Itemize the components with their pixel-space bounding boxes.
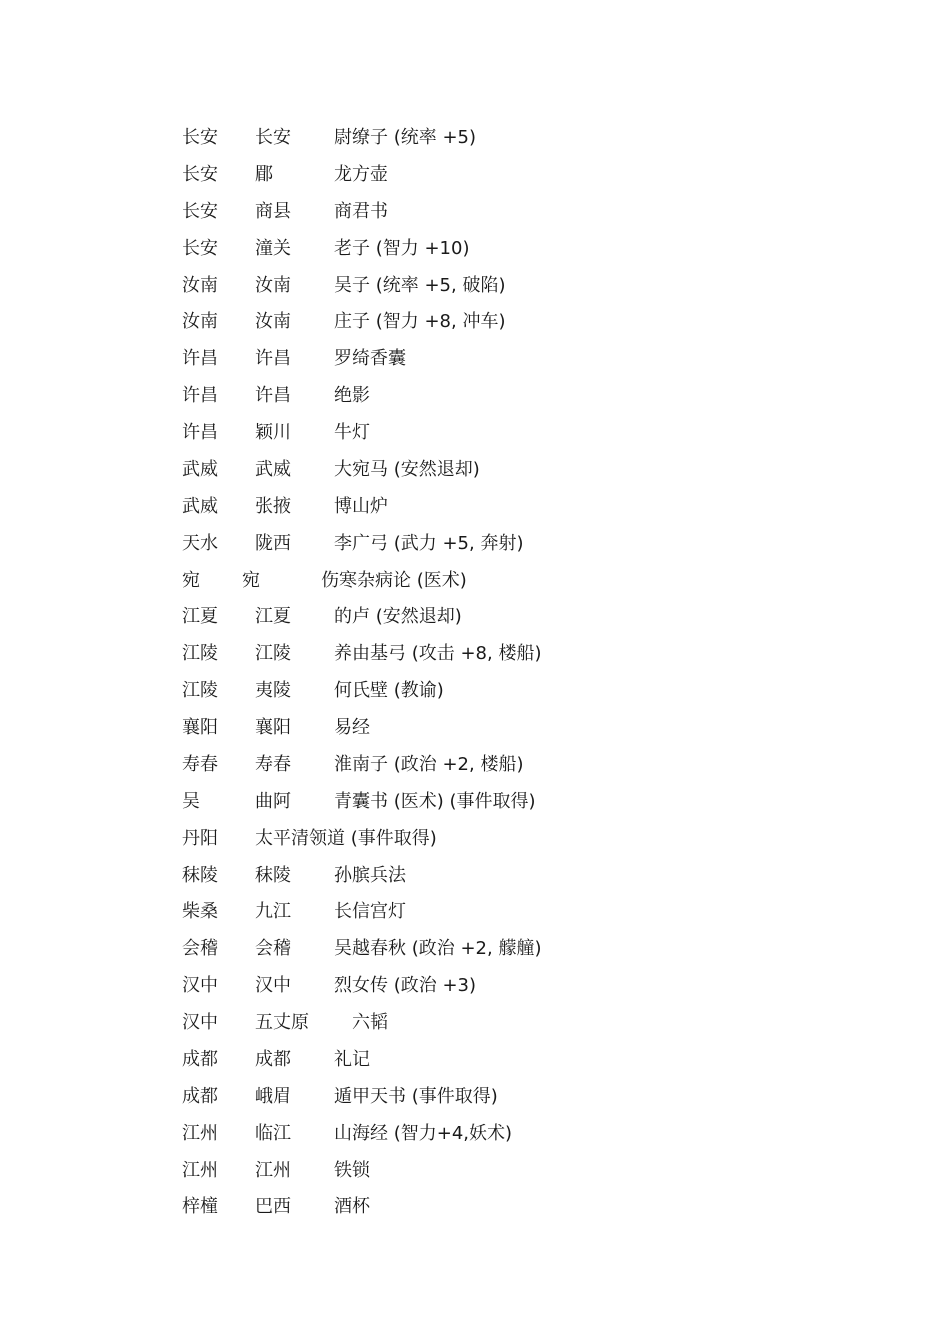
item-name: 大宛马 (安然退却) (334, 459, 480, 480)
city-name: 汝南 (182, 311, 218, 332)
county-name: 武威 (255, 459, 291, 480)
county-name: 汝南 (255, 275, 291, 296)
city-name: 江陵 (182, 680, 218, 701)
list-item (0, 160, 950, 190)
county-name: 九江 (255, 901, 291, 922)
list-item (0, 418, 950, 448)
city-name: 许昌 (182, 385, 218, 406)
list-item (0, 1045, 950, 1075)
item-name: 博山炉 (334, 496, 388, 517)
list-item (0, 381, 950, 411)
county-name: 峨眉 (255, 1086, 291, 1107)
list-item (0, 971, 950, 1001)
list-item (0, 307, 950, 337)
city-name: 襄阳 (182, 717, 218, 738)
county-name: 寿春 (255, 754, 291, 775)
city-name: 天水 (182, 533, 218, 554)
item-name: 何氏壁 (教谕) (334, 680, 444, 701)
county-name: 太平清领道 (事件取得) (255, 828, 437, 849)
city-name: 寿春 (182, 754, 218, 775)
city-name: 汉中 (182, 1012, 218, 1033)
county-name: 宛 (242, 570, 260, 591)
item-name: 伤寒杂病论 (医术) (321, 570, 467, 591)
list-item (0, 271, 950, 301)
list-item (0, 713, 950, 743)
list-item (0, 123, 950, 153)
city-name: 长安 (182, 201, 218, 222)
county-name: 郿 (255, 164, 273, 185)
county-name: 会稽 (255, 938, 291, 959)
item-name: 长信宫灯 (334, 901, 406, 922)
city-name: 长安 (182, 164, 218, 185)
county-name: 夷陵 (255, 680, 291, 701)
item-name: 龙方壶 (334, 164, 388, 185)
item-name: 养由基弓 (攻击 +8, 楼船) (334, 643, 542, 664)
county-name: 长安 (255, 127, 291, 148)
item-name: 绝影 (334, 385, 370, 406)
list-item (0, 344, 950, 374)
city-name: 宛 (182, 570, 200, 591)
item-name: 山海经 (智力+4,妖术) (334, 1123, 513, 1144)
city-name: 江陵 (182, 643, 218, 664)
list-item (0, 787, 950, 817)
list-item (0, 1156, 950, 1186)
city-name: 汉中 (182, 975, 218, 996)
list-item (0, 639, 950, 669)
list-item (0, 492, 950, 522)
item-name: 牛灯 (334, 422, 370, 443)
county-name: 巴西 (255, 1196, 291, 1217)
list-item (0, 566, 950, 596)
city-name: 武威 (182, 496, 218, 517)
list-item (0, 529, 950, 559)
county-name: 曲阿 (255, 791, 291, 812)
list-item (0, 861, 950, 891)
city-name: 成都 (182, 1086, 218, 1107)
item-name: 烈女传 (政治 +3) (334, 975, 477, 996)
item-name: 商君书 (334, 201, 388, 222)
city-name: 吴 (182, 791, 200, 812)
city-name: 长安 (182, 238, 218, 259)
list-item (0, 602, 950, 632)
county-name: 陇西 (255, 533, 291, 554)
county-name: 成都 (255, 1049, 291, 1070)
county-name: 汝南 (255, 311, 291, 332)
city-name: 成都 (182, 1049, 218, 1070)
city-name: 梓橦 (182, 1196, 218, 1217)
list-item (0, 197, 950, 227)
county-name: 江州 (255, 1160, 291, 1181)
item-name: 吴越春秋 (政治 +2, 艨艟) (334, 938, 542, 959)
item-name: 淮南子 (政治 +2, 楼船) (334, 754, 524, 775)
county-name: 江陵 (255, 643, 291, 664)
item-name: 六韬 (352, 1012, 388, 1033)
county-name: 临江 (255, 1123, 291, 1144)
city-name: 许昌 (182, 348, 218, 369)
county-name: 五丈原 (255, 1012, 309, 1033)
list-item (0, 1119, 950, 1149)
county-name: 江夏 (255, 606, 291, 627)
city-name: 长安 (182, 127, 218, 148)
city-name: 江州 (182, 1123, 218, 1144)
item-name: 李广弓 (武力 +5, 奔射) (334, 533, 524, 554)
county-name: 颖川 (255, 422, 291, 443)
item-name: 庄子 (智力 +8, 冲车) (334, 311, 506, 332)
list-item (0, 824, 950, 854)
list-item (0, 934, 950, 964)
list-item (0, 897, 950, 927)
item-name: 吴子 (统率 +5, 破陷) (334, 275, 506, 296)
item-name: 老子 (智力 +10) (334, 238, 470, 259)
list-item (0, 750, 950, 780)
county-name: 襄阳 (255, 717, 291, 738)
item-name: 遁甲天书 (事件取得) (334, 1086, 498, 1107)
list-item (0, 1082, 950, 1112)
item-name: 礼记 (334, 1049, 370, 1070)
item-name: 孙膑兵法 (334, 865, 406, 886)
city-name: 柴桑 (182, 901, 218, 922)
city-name: 武威 (182, 459, 218, 480)
city-name: 许昌 (182, 422, 218, 443)
list-item (0, 1192, 950, 1222)
city-name: 汝南 (182, 275, 218, 296)
list-item (0, 234, 950, 264)
item-name: 酒杯 (334, 1196, 370, 1217)
county-name: 秣陵 (255, 865, 291, 886)
item-name: 罗绮香囊 (334, 348, 406, 369)
item-name: 尉缭子 (统率 +5) (334, 127, 477, 148)
item-name: 青囊书 (医术) (事件取得) (334, 791, 536, 812)
list-item (0, 455, 950, 485)
item-name: 易经 (334, 717, 370, 738)
county-name: 张掖 (255, 496, 291, 517)
county-name: 潼关 (255, 238, 291, 259)
list-item (0, 1008, 950, 1038)
list-item (0, 676, 950, 706)
county-name: 许昌 (255, 348, 291, 369)
county-name: 许昌 (255, 385, 291, 406)
city-name: 江夏 (182, 606, 218, 627)
city-name: 会稽 (182, 938, 218, 959)
item-name: 铁锁 (334, 1160, 370, 1181)
city-name: 江州 (182, 1160, 218, 1181)
city-name: 丹阳 (182, 828, 218, 849)
city-name: 秣陵 (182, 865, 218, 886)
county-name: 商县 (255, 201, 291, 222)
item-name: 的卢 (安然退却) (334, 606, 462, 627)
county-name: 汉中 (255, 975, 291, 996)
